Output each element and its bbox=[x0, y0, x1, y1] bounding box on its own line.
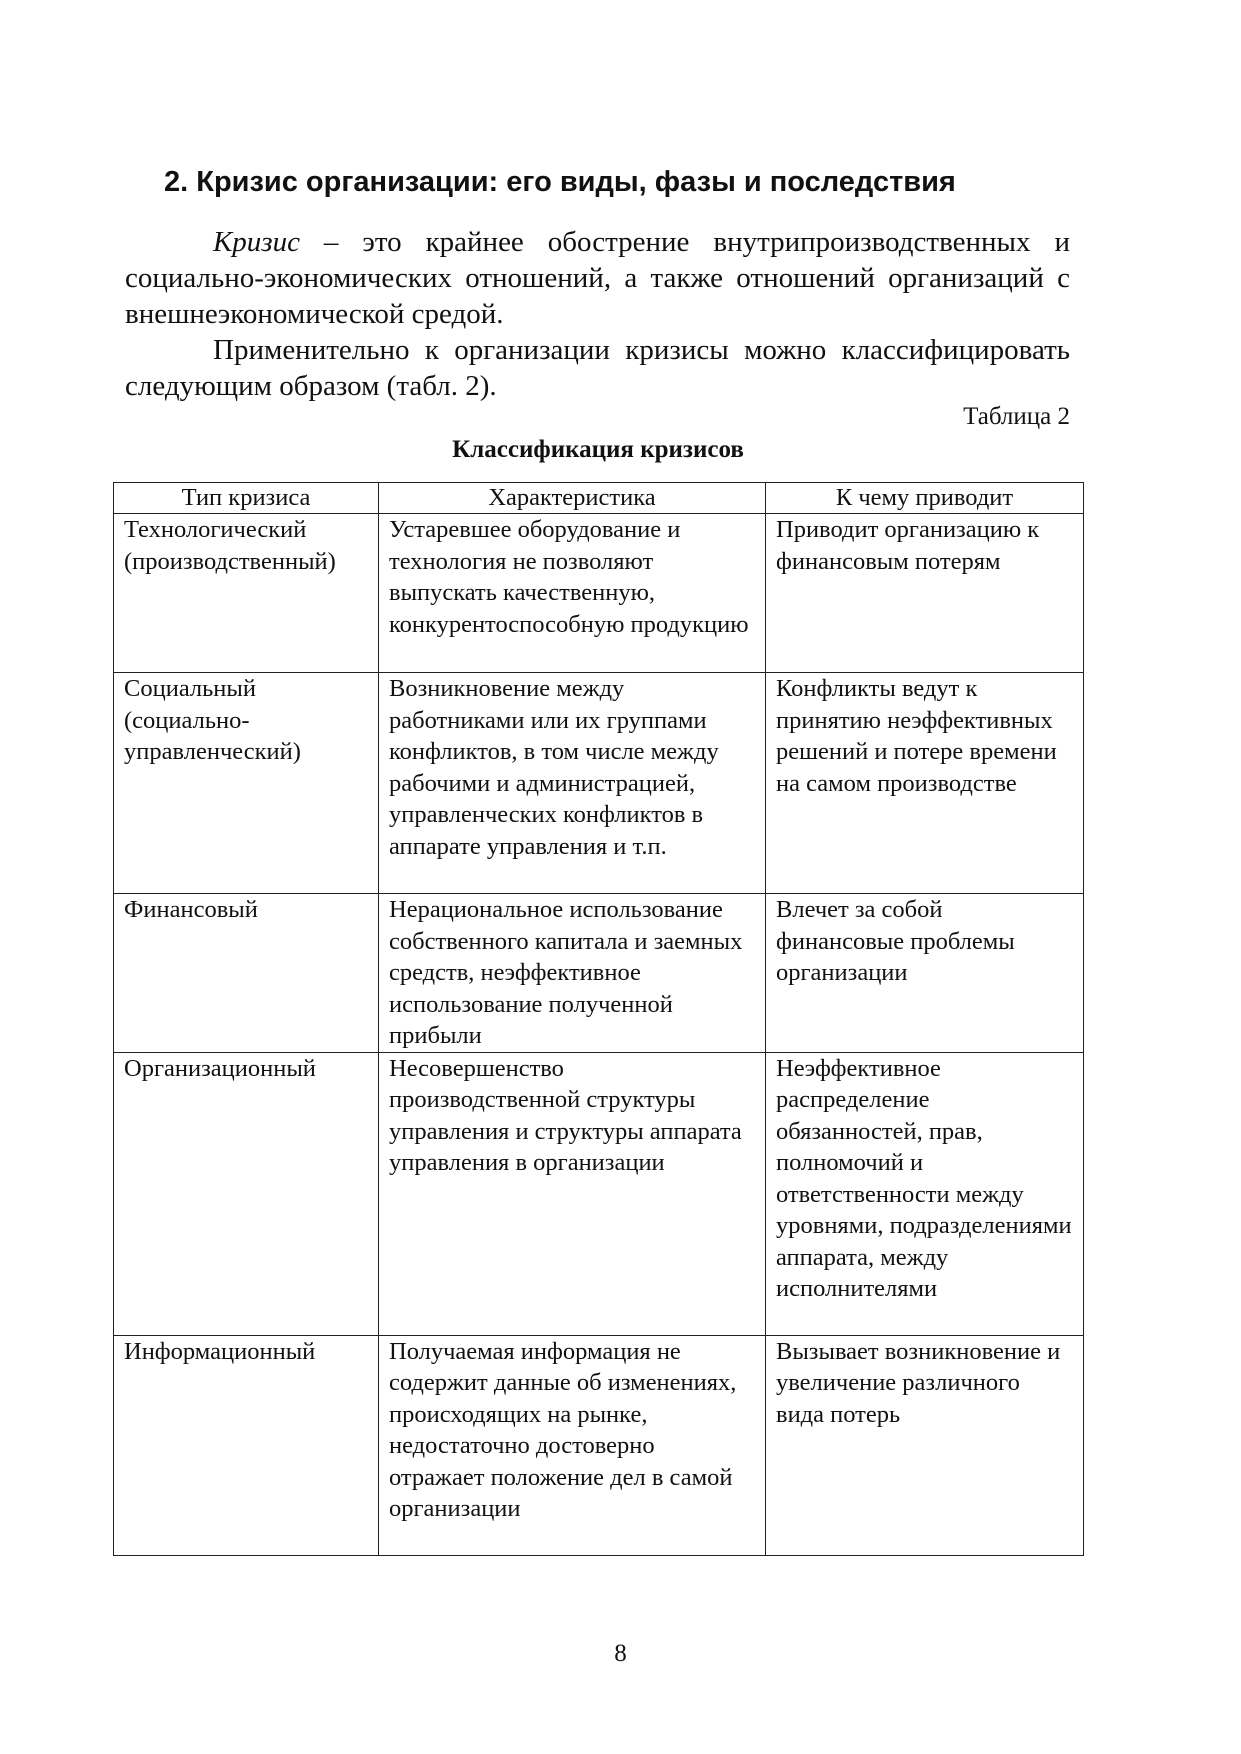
table-header-row bbox=[114, 483, 1084, 514]
section-heading: 2. Кризис организации: его виды, фазы и последствия bbox=[164, 166, 956, 198]
page-number: 8 bbox=[614, 1640, 627, 1667]
cell-result: Конфликты ведут к принятию неэффективных решений и потере времени на самом производстве bbox=[766, 673, 1084, 894]
cell-result: Неэффективное распределение обязанностей, прав, полномочий и ответственности между уровнями, подразделениями аппарата, между исполнителями bbox=[766, 1052, 1084, 1335]
cell-characteristic: Получаемая информация не содержит данные об изменениях, происходящих на рынке, недостаточно достоверно отражает положение дел в самой организации bbox=[379, 1335, 766, 1555]
header-result: К чему приводит bbox=[766, 483, 1084, 514]
definition-paragraph bbox=[125, 224, 1070, 332]
header-type: Тип кризиса bbox=[114, 483, 379, 514]
definition-text: – это крайнее обострение внутрипроизводственных и социально-экономических отношений, а также отношений организаций с внешнеэкономической средой. bbox=[125, 226, 1070, 330]
cell-characteristic: Возникновение между работниками или их группами конфликтов, в том числе между рабочими и администрацией, управленческих конфликтов в аппарате управления и т.п. bbox=[379, 673, 766, 894]
table-row bbox=[114, 673, 1084, 894]
cell-type: Технологический (производственный) bbox=[114, 514, 379, 673]
cell-type: Информационный bbox=[114, 1335, 379, 1555]
classification-text: Применительно к организации кризисы можно классифицировать следующим образом (табл. 2). bbox=[125, 334, 1070, 402]
header-characteristic: Характеристика bbox=[379, 483, 766, 514]
table-caption: Классификация кризисов bbox=[452, 436, 744, 463]
table-row bbox=[114, 514, 1084, 673]
table-row bbox=[114, 1335, 1084, 1555]
cell-type: Финансовый bbox=[114, 894, 379, 1053]
cell-result: Влечет за собой финансовые проблемы организации bbox=[766, 894, 1084, 1053]
table-row bbox=[114, 894, 1084, 1053]
cell-type: Социальный (социально-управленческий) bbox=[114, 673, 379, 894]
term-crisis: Кризис bbox=[213, 226, 300, 258]
table-row bbox=[114, 1052, 1084, 1335]
classification-paragraph bbox=[125, 332, 1070, 404]
cell-characteristic: Несовершенство производственной структуры управления и структуры аппарата управления в организации bbox=[379, 1052, 766, 1335]
cell-result: Приводит организацию к финансовым потерям bbox=[766, 514, 1084, 673]
crisis-classification-table bbox=[113, 482, 1084, 1556]
cell-characteristic: Устаревшее оборудование и технология не позволяют выпускать качественную, конкурентоспособную продукцию bbox=[379, 514, 766, 673]
cell-characteristic: Нерациональное использование собственного капитала и заемных средств, неэффективное использование полученной прибыли bbox=[379, 894, 766, 1053]
table-number: Таблица 2 bbox=[963, 403, 1070, 430]
cell-result: Вызывает возникновение и увеличение различного вида потерь bbox=[766, 1335, 1084, 1555]
cell-type: Организационный bbox=[114, 1052, 379, 1335]
